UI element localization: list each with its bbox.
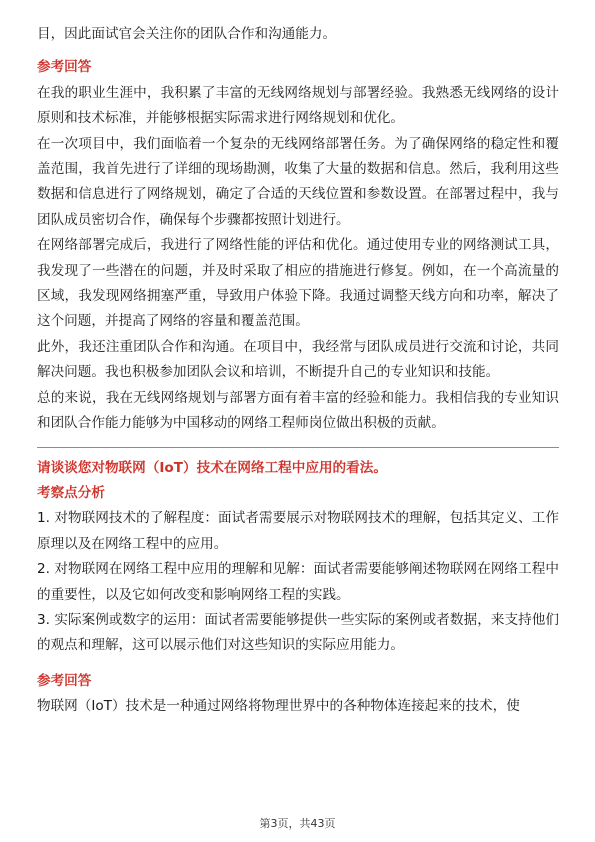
reference-answer-heading: 参考回答 [37, 672, 92, 689]
analysis-item: 1. 对物联网技术的了解程度：面试者需要展示对物联网技术的理解，包括其定义、工作原理以及在网络工程中的应用。 [37, 510, 559, 552]
answer-paragraph: 此外，我还注重团队合作和沟通。在项目中，我经常与团队成员进行交流和讨论，共同解决问题。我也积极参加团队会议和培训，不断提升自己的专业知识和技能。 [37, 338, 559, 381]
answer-paragraph: 在我的职业生涯中，我积累了丰富的无线网络规划与部署经验。我熟悉无线网络的设计原则和技术标准，并能够根据实际需求进行网络规划和优化。 [37, 84, 559, 127]
answer-paragraph: 总的来说，我在无线网络规划与部署方面有着丰富的经验和能力。我相信我的专业知识和团队合作能力能够为中国移动的网络工程师岗位做出积极的贡献。 [37, 389, 559, 432]
document-body [37, 22, 559, 720]
analysis-item: 2. 对物联网在网络工程中应用的理解和见解：面试者需要能够阐述物联网在网络工程中的重要性，以及它如何改变和影响网络工程的实践。 [37, 561, 559, 603]
analysis-heading: 考察点分析 [37, 484, 105, 501]
reference-answer-heading: 参考回答 [37, 59, 92, 76]
interview-question: 请谈谈您对物联网（IoT）技术在网络工程中应用的看法。 [37, 459, 387, 476]
analysis-item: 3. 实际案例或数字的运用：面试者需要能够提供一些实际的案例或者数据，来支持他们的观点和理解，这可以展示他们对这些知识的实际应用能力。 [37, 611, 559, 654]
answer-paragraph: 在网络部署完成后，我进行了网络性能的评估和优化。通过使用专业的网络测试工具，我发现了一些潜在的问题，并及时采取了相应的措施进行修复。例如，在一个高流量的区域，我发现网络拥塞严重，导致用户体验下降。我通过调整天线方向和功率，解决了这个问题，并提高了网络的容量和覆盖范围。 [37, 237, 559, 330]
section-divider [37, 447, 559, 448]
answer-paragraph: 在一次项目中，我们面临着一个复杂的无线网络部署任务。为了确保网络的稳定性和覆盖范围，我首先进行了详细的现场勘测，收集了大量的数据和信息。然后，我利用这些数据和信息进行了网络规划，确定了合适的天线位置和参数设置。在部署过程中，我与团队成员密切合作，确保每个步骤都按照计划进行。 [37, 135, 559, 228]
page-number: 第3页，共43页 [259, 817, 336, 830]
previous-answer-tail: 目，因此面试官会关注你的团队合作和沟通能力。 [37, 26, 337, 42]
answer-paragraph: 物联网（IoT）技术是一种通过网络将物理世界中的各种物体连接起来的技术，使 [37, 698, 520, 715]
